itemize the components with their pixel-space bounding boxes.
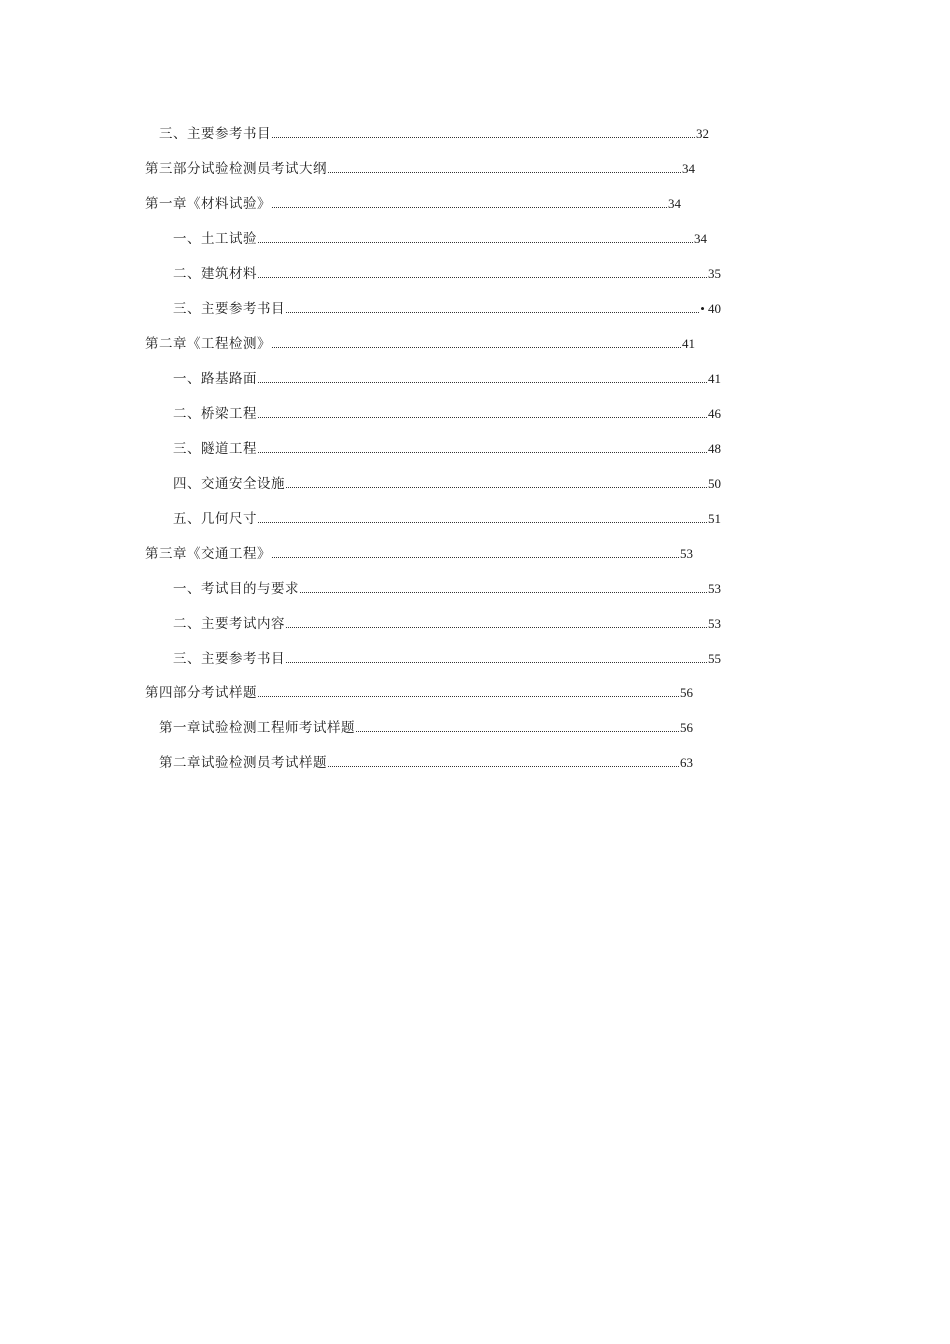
dot-leader	[258, 683, 679, 703]
toc-entry-page: 34	[694, 231, 707, 246]
toc-entry-7[interactable]	[145, 334, 695, 354]
toc-entry-label: 三、主要参考书目	[159, 126, 271, 142]
dot-leader	[328, 159, 681, 179]
toc-entry-page: 63	[680, 755, 693, 770]
toc-entry-17[interactable]	[145, 683, 693, 703]
toc-entry-15[interactable]	[173, 614, 721, 634]
toc-entry-8[interactable]	[173, 369, 721, 389]
toc-entry-label: 三、主要参考书目	[173, 651, 285, 667]
toc-entry-label: 一、考试目的与要求	[173, 581, 299, 597]
toc-entry-page: 53	[708, 616, 721, 631]
dot-leader	[286, 299, 699, 319]
toc-entry-page: 53	[708, 581, 721, 596]
dot-leader	[286, 474, 707, 494]
toc-entry-label: 二、建筑材料	[173, 266, 257, 282]
toc-entry-1[interactable]	[159, 124, 709, 144]
toc-entry-6[interactable]	[173, 299, 721, 319]
toc-entry-label: 一、路基路面	[173, 371, 257, 387]
toc-entry-page: 56	[680, 685, 693, 700]
toc-entry-12[interactable]	[173, 509, 721, 529]
dot-leader	[286, 649, 707, 669]
toc-entry-label: 第二章试验检测员考试样题	[159, 755, 327, 771]
toc-entry-10[interactable]	[173, 439, 721, 459]
dot-leader	[356, 718, 679, 738]
toc-entry-page: • 40	[700, 301, 721, 316]
toc-entry-2[interactable]	[145, 159, 695, 179]
toc-entry-label: 四、交通安全设施	[173, 476, 285, 492]
toc-entry-label: 第一章试验检测工程师考试样题	[159, 720, 355, 736]
toc-entry-label: 三、隧道工程	[173, 441, 257, 457]
dot-leader	[258, 509, 707, 529]
toc-entry-19[interactable]	[159, 753, 693, 773]
toc-entry-label: 二、桥梁工程	[173, 406, 257, 422]
dot-leader	[258, 264, 707, 284]
toc-entry-page: 55	[708, 651, 721, 666]
toc-entry-page: 34	[682, 161, 695, 176]
dot-leader	[258, 369, 707, 389]
toc-entry-11[interactable]	[173, 474, 721, 494]
toc-entry-4[interactable]	[173, 229, 707, 249]
toc-entry-page: 41	[708, 371, 721, 386]
dot-leader	[286, 614, 707, 634]
dot-leader	[328, 753, 679, 773]
toc-entry-page: 50	[708, 476, 721, 491]
dot-leader	[272, 194, 667, 214]
dot-leader	[258, 404, 707, 424]
toc-entry-9[interactable]	[173, 404, 721, 424]
dot-leader	[272, 544, 679, 564]
dot-leader	[272, 334, 681, 354]
toc-entry-page: 53	[680, 546, 693, 561]
toc-entry-page: 41	[682, 336, 695, 351]
toc-entry-3[interactable]	[145, 194, 681, 214]
toc-entry-page: 51	[708, 511, 721, 526]
toc-entry-page: 32	[696, 126, 709, 141]
toc-entry-page: 56	[680, 720, 693, 735]
toc-entry-13[interactable]	[145, 544, 693, 564]
dot-leader	[258, 439, 707, 459]
toc-entry-label: 第四部分考试样题	[145, 685, 257, 701]
toc-entry-16[interactable]	[173, 649, 721, 669]
toc-entry-label: 第三部分试验检测员考试大纲	[145, 161, 327, 177]
dot-leader	[300, 579, 707, 599]
toc-entry-page: 35	[708, 266, 721, 281]
toc-entry-label: 五、几何尺寸	[173, 511, 257, 527]
toc-entry-label: 第二章《工程检测》	[145, 336, 271, 352]
toc-entry-label: 一、土工试验	[173, 231, 257, 247]
toc-entry-14[interactable]	[173, 579, 721, 599]
toc-entry-label: 三、主要参考书目	[173, 301, 285, 317]
toc-entry-18[interactable]	[159, 718, 693, 738]
toc-entry-label: 第三章《交通工程》	[145, 546, 271, 562]
dot-leader	[258, 229, 693, 249]
toc-entry-5[interactable]	[173, 264, 721, 284]
toc-entry-label: 二、主要考试内容	[173, 616, 285, 632]
toc-entry-label: 第一章《材料试验》	[145, 196, 271, 212]
toc-entry-page: 48	[708, 441, 721, 456]
dot-leader	[272, 124, 695, 144]
toc-entry-page: 46	[708, 406, 721, 421]
toc-entry-page: 34	[668, 196, 681, 211]
